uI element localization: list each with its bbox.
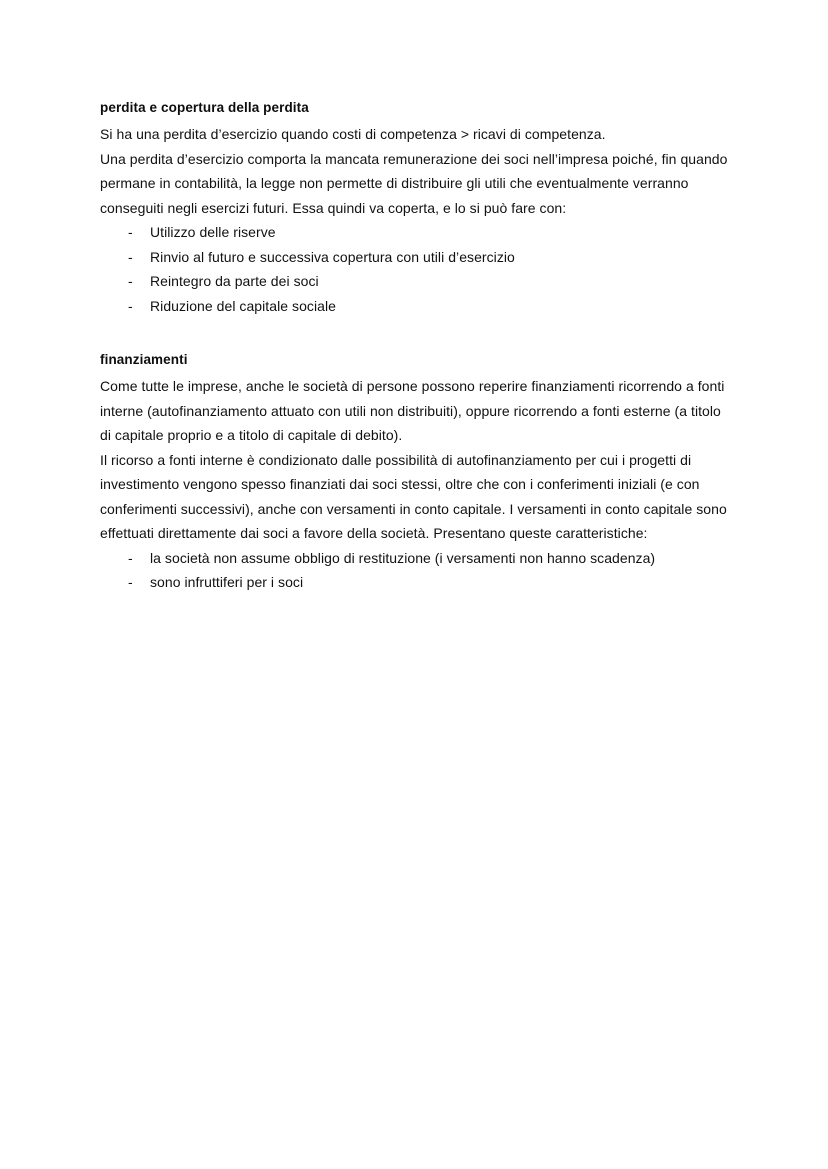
list-item-label: Utilizzo delle riserve bbox=[150, 224, 276, 240]
dash-marker: - bbox=[128, 297, 133, 314]
dash-marker: - bbox=[128, 248, 133, 265]
bullet-list bbox=[100, 546, 730, 595]
section-finanziamenti bbox=[100, 348, 730, 595]
dash-marker: - bbox=[128, 273, 133, 289]
section-heading: perdita e copertura della perdita bbox=[100, 100, 309, 115]
list-item-label: Rinvio al futuro e successiva copertura con utili d’esercizio bbox=[150, 248, 515, 265]
list-item bbox=[128, 245, 730, 270]
section-perdita-e-copertura bbox=[100, 96, 730, 318]
list-item-label: sono infruttiferi per i soci bbox=[150, 574, 304, 590]
list-item bbox=[128, 546, 730, 571]
bullet-list bbox=[100, 220, 730, 318]
document-body bbox=[100, 96, 730, 595]
list-item bbox=[128, 269, 730, 294]
list-item-label: la società non assume obbligo di restituzione (i versamenti non hanno scadenza) bbox=[150, 549, 656, 566]
section-heading: finanziamenti bbox=[100, 352, 188, 367]
list-item-label: Reintegro da parte dei soci bbox=[150, 273, 319, 289]
paragraph: Si ha una perdita d’esercizio quando costi di competenza > ricavi di competenza. bbox=[100, 126, 606, 142]
list-item-label: Riduzione del capitale sociale bbox=[150, 297, 336, 314]
dash-marker: - bbox=[128, 549, 133, 566]
list-item bbox=[128, 294, 730, 319]
list-item bbox=[128, 570, 730, 595]
paragraph: Il ricorso a fonti interne è condizionato dalle possibilità di autofinanziamento per cui i progetti di investimento vengono spesso finanziati dai soci stessi, oltre che con i conferimenti iniziali (e con conferimenti successivi), anche con versamenti in conto capitale. I versamenti in conto capitale sono effettuati direttamente dai soci a favore della società. Presentano queste caratteristiche: bbox=[100, 451, 727, 541]
paragraph: Come tutte le imprese, anche le società di persone possono reperire finanziamenti ricorrendo a fonti interne (autofinanziamento attuato con utili non distribuiti), oppure ricorrendo a fonti esterne (a titolo di capitale proprio e a titolo di capitale di debito). bbox=[100, 378, 725, 443]
dash-marker: - bbox=[128, 224, 133, 240]
dash-marker: - bbox=[128, 574, 133, 590]
list-item bbox=[128, 220, 730, 245]
paragraph: Una perdita d’esercizio comporta la mancata remunerazione dei soci nell’impresa poiché, fin quando permane in contabilità, la legge non permette di distribuire gli utili che eventualmente verranno conseguiti negli esercizi futuri. Essa quindi va coperta, e lo si può fare con: bbox=[100, 150, 728, 216]
